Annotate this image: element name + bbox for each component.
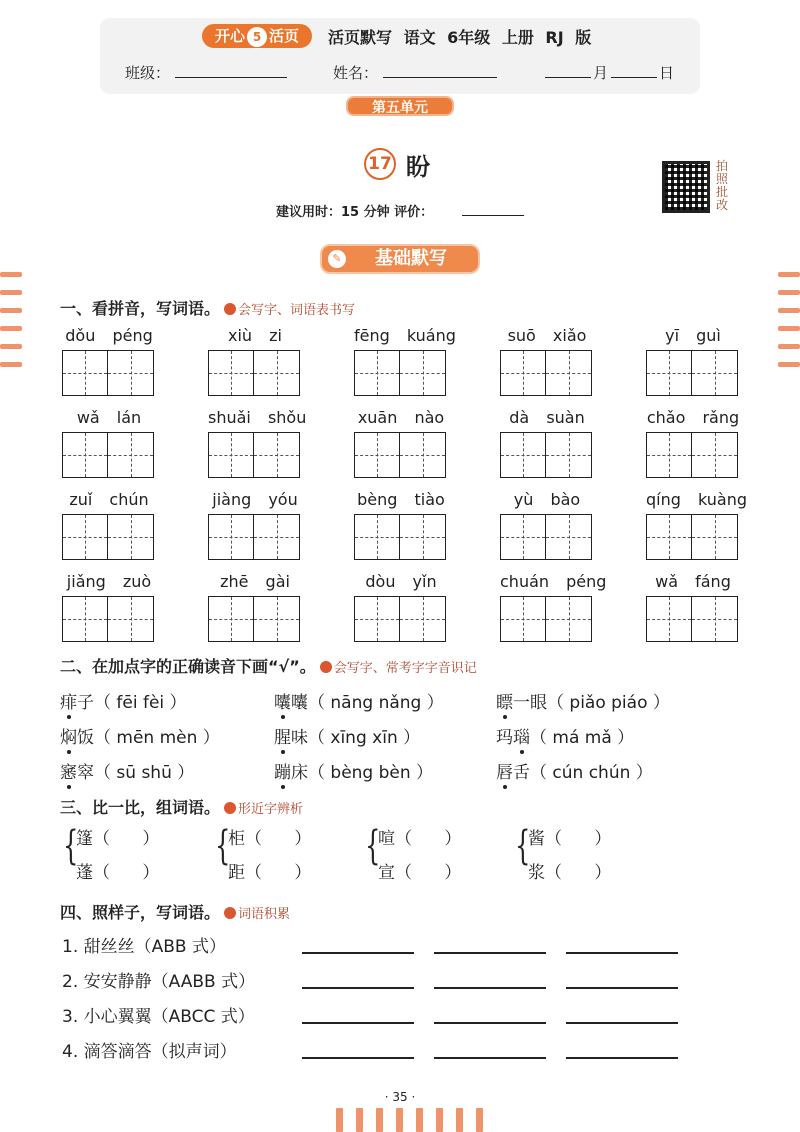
pattern-item: 4. 滴答滴答（拟声词）	[62, 1042, 237, 1062]
reading-item	[496, 723, 634, 748]
tianzi-box[interactable]	[546, 514, 592, 560]
tianzi-box[interactable]	[208, 514, 254, 560]
tianzi-box[interactable]	[254, 350, 300, 396]
tianzi-box[interactable]	[254, 432, 300, 478]
answer-blank[interactable]	[566, 1022, 678, 1024]
tianzi-box[interactable]	[108, 350, 154, 396]
q3-hint	[224, 802, 303, 817]
compare-item[interactable]: 蓬（ ）	[76, 863, 160, 883]
reading-item	[60, 723, 220, 748]
tianzi-box[interactable]	[400, 514, 446, 560]
tianzi-box[interactable]	[354, 432, 400, 478]
answer-blank[interactable]	[566, 987, 678, 989]
bottom-decor-bars	[336, 1108, 483, 1132]
pinyin-label: dà suàn	[509, 408, 585, 427]
compare-item[interactable]: 浆（ ）	[528, 863, 612, 883]
tianzi-box[interactable]	[546, 350, 592, 396]
pinyin-label: dǒu péng	[65, 326, 153, 345]
q4-title	[60, 900, 290, 923]
compare-pair	[515, 822, 612, 890]
brand-logo	[202, 24, 312, 48]
compare-pair	[365, 822, 462, 890]
tianzi-box[interactable]	[208, 432, 254, 478]
qr-code-icon[interactable]	[662, 161, 710, 213]
pinyin-label: chuán péng	[500, 572, 607, 591]
writing-grid	[208, 350, 300, 396]
writing-grid	[208, 432, 300, 478]
tianzi-box[interactable]	[108, 432, 154, 478]
answer-blank[interactable]	[434, 1022, 546, 1024]
tianzi-box[interactable]	[400, 350, 446, 396]
compare-item[interactable]: 距（ ）	[228, 863, 312, 883]
tianzi-box[interactable]	[62, 432, 108, 478]
tianzi-box[interactable]	[500, 596, 546, 642]
tianzi-box[interactable]	[62, 596, 108, 642]
pinyin-label: wǎ lán	[76, 408, 142, 427]
reading-options[interactable]: 舌（ cún chún ）	[513, 763, 653, 783]
tianzi-box[interactable]	[208, 596, 254, 642]
pinyin-label: xiù zi	[228, 326, 282, 345]
pinyin-label: zhē gài	[220, 572, 290, 591]
writing-grid	[354, 514, 446, 560]
pinyin-label: yù bào	[513, 490, 581, 509]
compare-item[interactable]: 柜（ ）	[228, 829, 312, 849]
right-decor-bars	[778, 272, 800, 380]
tianzi-box[interactable]	[692, 514, 738, 560]
tianzi-box[interactable]	[546, 432, 592, 478]
banner-icon: ✎	[328, 250, 346, 268]
writing-grid	[500, 514, 592, 560]
reading-item	[60, 688, 187, 713]
student-info-row	[125, 60, 685, 86]
hint-icon	[224, 802, 236, 814]
tianzi-box[interactable]	[500, 432, 546, 478]
writing-grid	[62, 596, 154, 642]
reading-options[interactable]: 囔（ nāng nǎng ）	[291, 693, 444, 713]
brand-right-text: 活页	[269, 27, 300, 45]
reading-options[interactable]: （ má mǎ ）	[530, 728, 635, 748]
reading-options[interactable]: 味（ xīng xīn ）	[291, 728, 421, 748]
class-field[interactable]	[175, 60, 287, 78]
q2-hint-text: 会写字、常考字字音识记	[333, 661, 477, 676]
q1-hint-text: 会写字、词语表书写	[238, 303, 356, 318]
pinyin-label: chǎo rǎng	[646, 408, 740, 427]
name-label: 姓名：	[333, 64, 379, 82]
dotted-character: 蹦	[274, 758, 291, 783]
q1-title	[60, 296, 355, 319]
compare-item[interactable]: 喧（ ）	[378, 829, 462, 849]
dotted-character: 焖	[60, 723, 77, 748]
writing-grid	[208, 514, 300, 560]
writing-grid	[208, 596, 300, 642]
writing-grid	[646, 350, 738, 396]
month-label: 月	[593, 64, 609, 82]
reading-item	[496, 758, 653, 783]
brace-icon: {	[515, 823, 531, 869]
pattern-item: 3. 小心翼翼（ABCC 式）	[62, 1007, 255, 1027]
month-field[interactable]	[545, 60, 591, 78]
name-field[interactable]	[383, 60, 497, 78]
unit-tag: 第五单元	[346, 96, 454, 116]
pattern-item: 2. 安安静静（AABB 式）	[62, 972, 256, 992]
compare-item[interactable]: 酱（ ）	[528, 829, 612, 849]
q3-hint-text: 形近字辨析	[238, 802, 304, 817]
lesson-title: 盼	[406, 153, 430, 181]
book-info: 活页默写 语文 6年级 上册 RJ 版	[328, 28, 592, 47]
writing-grid	[500, 596, 592, 642]
reading-options[interactable]: 床（ bèng bèn ）	[291, 763, 434, 783]
day-label: 日	[659, 64, 675, 82]
tianzi-box[interactable]	[646, 514, 692, 560]
section-banner	[320, 244, 480, 274]
writing-grid	[62, 432, 154, 478]
writing-grid	[646, 514, 738, 560]
tianzi-box[interactable]	[62, 514, 108, 560]
page-number: · 35 ·	[384, 1090, 416, 1104]
reading-options[interactable]: 一眼（ piǎo piáo ）	[513, 693, 670, 713]
answer-blank[interactable]	[566, 952, 678, 954]
reading-prefix: 玛	[496, 728, 513, 748]
dotted-character: 唇	[496, 758, 513, 783]
tianzi-box[interactable]	[400, 432, 446, 478]
answer-blank[interactable]	[434, 952, 546, 954]
writing-grid	[646, 432, 738, 478]
lesson-number-badge: 17	[364, 148, 396, 180]
qr-label: 拍照批改	[716, 159, 729, 212]
answer-blank[interactable]	[302, 952, 414, 954]
day-field[interactable]	[611, 60, 657, 78]
reading-item	[274, 688, 444, 713]
hint-icon	[224, 303, 236, 315]
pinyin-label: bèng tiào	[357, 490, 445, 509]
evaluation-field[interactable]	[462, 198, 524, 216]
pinyin-label: jiǎng zuò	[66, 572, 152, 591]
writing-grid	[62, 514, 154, 560]
writing-grid	[646, 596, 738, 642]
reading-options[interactable]: 窣（ sū shū ）	[77, 763, 195, 783]
dotted-character: 瞟	[496, 688, 513, 713]
pinyin-label: jiàng yóu	[212, 490, 298, 509]
tianzi-box[interactable]	[354, 514, 400, 560]
answer-blank[interactable]	[434, 987, 546, 989]
q2-title-text: 二、在加点字的正确读音下画“√”。	[60, 657, 316, 676]
reading-item	[60, 758, 194, 783]
dotted-character: 腥	[274, 723, 291, 748]
compare-item[interactable]: 篷（ ）	[76, 829, 160, 849]
writing-grid	[500, 432, 592, 478]
answer-blank[interactable]	[302, 987, 414, 989]
tianzi-box[interactable]	[108, 514, 154, 560]
pinyin-label: qíng kuàng	[646, 490, 747, 509]
pinyin-label: yī guì	[665, 326, 721, 345]
dotted-character: 痱	[60, 688, 77, 713]
brace-icon: {	[63, 823, 79, 869]
q3-title	[60, 795, 303, 818]
pinyin-label: suō xiǎo	[507, 326, 587, 345]
writing-grid	[62, 350, 154, 396]
answer-blank[interactable]	[302, 1057, 414, 1059]
tianzi-box[interactable]	[400, 596, 446, 642]
hint-icon	[224, 907, 236, 919]
tianzi-box[interactable]	[208, 350, 254, 396]
compare-pair	[63, 822, 160, 890]
tianzi-box[interactable]	[692, 432, 738, 478]
brand-left-text: 开心	[214, 27, 245, 45]
tianzi-box[interactable]	[354, 350, 400, 396]
pinyin-label: shuǎi shǒu	[208, 408, 307, 427]
q3-title-text: 三、比一比，组词语。	[60, 798, 221, 817]
tianzi-box[interactable]	[646, 350, 692, 396]
q4-title-text: 四、照样子，写词语。	[60, 903, 221, 922]
reading-item	[496, 688, 670, 713]
left-decor-bars	[0, 272, 22, 380]
pattern-item: 1. 甜丝丝（ABB 式）	[62, 937, 226, 957]
tianzi-box[interactable]	[692, 350, 738, 396]
tianzi-box[interactable]	[692, 596, 738, 642]
tianzi-box[interactable]	[62, 350, 108, 396]
writing-grid	[500, 350, 592, 396]
pinyin-label: wǎ fáng	[655, 572, 731, 591]
hint-icon	[320, 661, 332, 673]
tianzi-box[interactable]	[646, 596, 692, 642]
q1-title-text: 一、看拼音，写词语。	[60, 299, 221, 318]
brace-icon: {	[215, 823, 231, 869]
q4-hint	[224, 907, 290, 922]
writing-grid	[354, 596, 446, 642]
suggested-time: 建议用时：15 分钟 评价：	[276, 205, 434, 220]
q4-hint-text: 词语积累	[238, 907, 291, 922]
q2-hint	[320, 661, 477, 676]
answer-blank[interactable]	[302, 1022, 414, 1024]
dotted-character: 瑙	[513, 723, 530, 748]
tianzi-box[interactable]	[500, 350, 546, 396]
tianzi-box[interactable]	[254, 514, 300, 560]
tianzi-box[interactable]	[546, 596, 592, 642]
tianzi-box[interactable]	[254, 596, 300, 642]
pinyin-label: xuān nào	[357, 408, 445, 427]
dotted-character: 囔	[274, 688, 291, 713]
writing-grid	[354, 432, 446, 478]
reading-options[interactable]: 子（ fēi fèi ）	[77, 693, 187, 713]
reading-item	[274, 723, 420, 748]
tianzi-box[interactable]	[108, 596, 154, 642]
dotted-character: 窸	[60, 758, 77, 783]
answer-blank[interactable]	[566, 1057, 678, 1059]
tianzi-box[interactable]	[354, 596, 400, 642]
tianzi-box[interactable]	[500, 514, 546, 560]
reading-options[interactable]: 饭（ mēn mèn ）	[77, 728, 220, 748]
pinyin-label: dòu yǐn	[365, 572, 437, 591]
compare-pair	[215, 822, 312, 890]
pinyin-label: zuǐ chún	[69, 490, 149, 509]
q2-title	[60, 654, 477, 677]
writing-grid	[354, 350, 446, 396]
brace-icon: {	[365, 823, 381, 869]
reading-item	[274, 758, 433, 783]
section-banner-text: 基础默写	[375, 248, 447, 269]
q1-hint	[224, 303, 355, 318]
answer-blank[interactable]	[434, 1057, 546, 1059]
tianzi-box[interactable]	[646, 432, 692, 478]
compare-item[interactable]: 宣（ ）	[378, 863, 462, 883]
class-label: 班级：	[125, 64, 171, 82]
brand-circle-icon: 5	[247, 27, 267, 47]
pinyin-label: fēng kuáng	[354, 326, 456, 345]
